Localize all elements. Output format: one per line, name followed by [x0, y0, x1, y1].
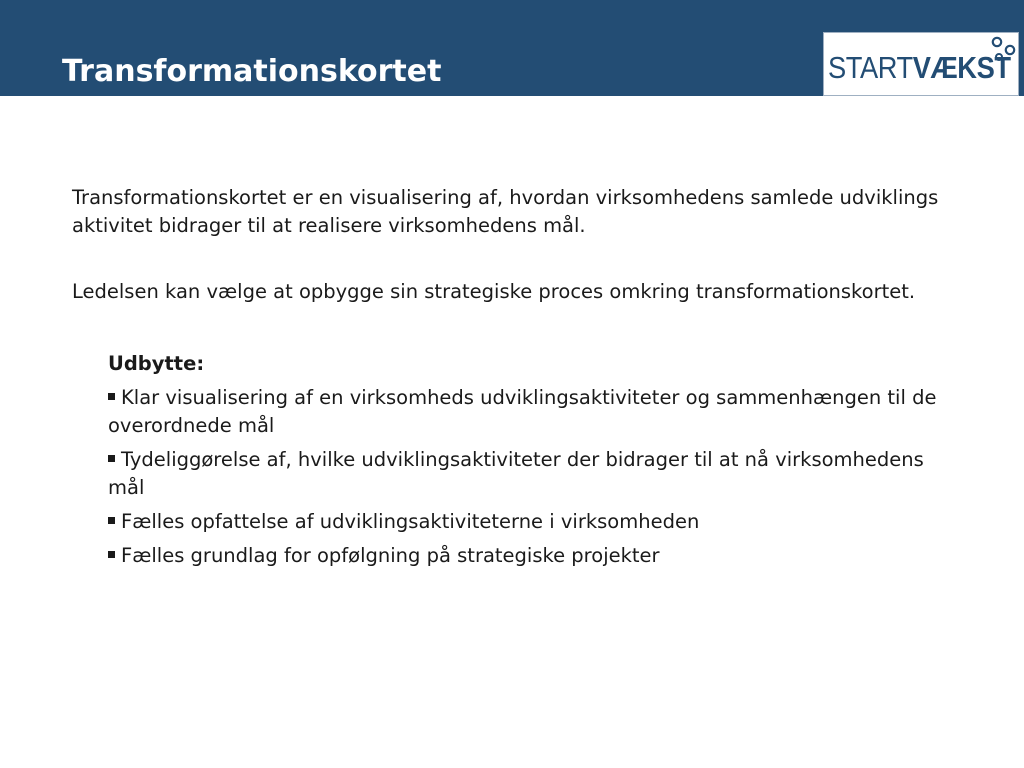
- benefit-text: Fælles grundlag for opfølgning på strategiske projekter: [121, 544, 660, 567]
- logo-start-text: START: [828, 50, 913, 85]
- benefit-text: Fælles opfattelse af udviklingsaktiviteterne i virksomheden: [121, 510, 700, 533]
- logo-vaekst-text: VÆKST: [912, 50, 1011, 85]
- bullet-icon: [108, 517, 115, 524]
- benefit-text: Klar visualisering af en virksomheds udviklingsaktiviteter og sammenhængen til de overordnede mål: [108, 386, 937, 437]
- benefit-item: [108, 446, 952, 502]
- benefits-section: [108, 350, 952, 570]
- benefit-list: [108, 384, 952, 570]
- management-paragraph: Ledelsen kan vælge at opbygge sin strategiske proces omkring transformationskortet.: [72, 280, 916, 303]
- slide-title: Transformationskortet: [62, 54, 442, 89]
- benefit-text: Tydeliggørelse af, hvilke udviklingsaktiviteter der bidrager til at nå virksomhedens mål: [108, 448, 924, 499]
- benefit-item: [108, 508, 952, 536]
- intro-paragraph: Transformationskortet er en visualisering af, hvordan virksomhedens samlede udviklings aktivitet bidrager til at realisere virksomhedens mål.: [72, 186, 939, 237]
- bubbles-icon: [988, 35, 1018, 65]
- slide-content: [72, 184, 952, 576]
- logo-wordmark: [828, 51, 1011, 85]
- benefits-heading: Udbytte:: [108, 352, 205, 375]
- startvaekst-logo: [823, 32, 1019, 96]
- benefit-item: [108, 542, 952, 570]
- bullet-icon: [108, 393, 115, 400]
- bullet-icon: [108, 455, 115, 462]
- bullet-icon: [108, 551, 115, 558]
- benefit-item: [108, 384, 952, 440]
